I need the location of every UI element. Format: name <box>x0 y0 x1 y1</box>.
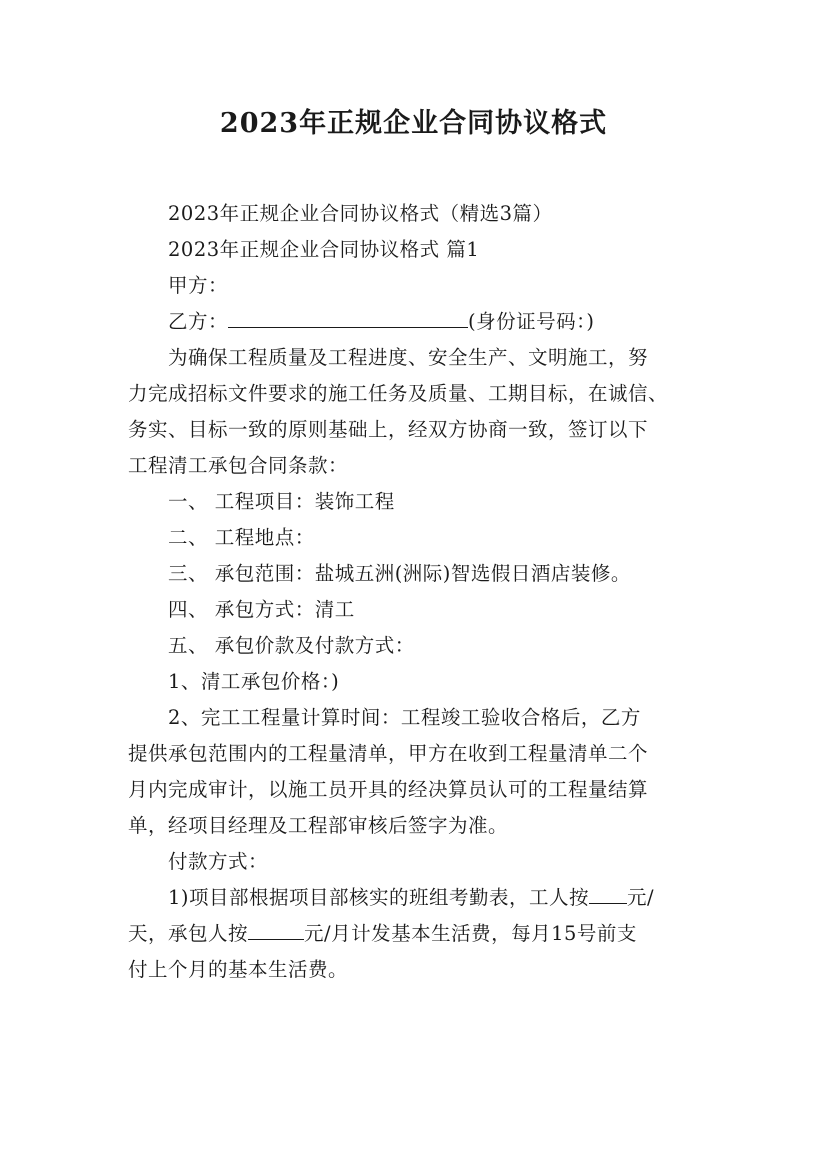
intro-line: 为确保工程质量及工程进度、安全生产、文明施工，努 <box>168 346 649 369</box>
intro-line: 力完成招标文件要求的施工任务及质量、工期目标，在诚信、 <box>128 382 669 405</box>
calc-line: 2、完工工程量计算时间：工程竣工验收合格后，乙方 <box>168 706 641 729</box>
clause-item: 一、 工程项目：装饰工程 <box>168 490 395 513</box>
intro-line: 务实、目标一致的原则基础上，经双方协商一致，签订以下 <box>128 418 649 441</box>
party-b-label: 乙方： <box>168 310 229 333</box>
payment-line1-pre: 1)项目部根据项目部核实的班组考勤表，工人按 <box>168 886 590 909</box>
document-title: 2023年正规企业合同协议格式 <box>219 108 608 139</box>
daily-rate-blank <box>589 881 627 904</box>
document-body <box>128 196 708 988</box>
calc-line: 提供承包范围内的工程量清单，甲方在收到工程量清单二个 <box>128 742 649 765</box>
clause-item: 四、 承包方式：清工 <box>168 598 355 621</box>
payment-line: 付上个月的基本生活费。 <box>128 958 349 981</box>
price-line: 1、清工承包价格：) <box>168 670 340 693</box>
calc-line: 单，经项目经理及工程部审核后签字为准。 <box>128 814 509 837</box>
payment-line <box>128 916 708 952</box>
clause-item: 五、 承包价款及付款方式： <box>168 634 415 657</box>
calc-line: 月内完成审计，以施工员开具的经决算员认可的工程量结算 <box>128 778 649 801</box>
monthly-rate-blank <box>248 917 304 940</box>
party-b-blank <box>228 305 468 328</box>
payment-heading: 付款方式： <box>168 850 269 873</box>
payment-line <box>128 880 708 916</box>
party-b-suffix: (身份证号码：) <box>468 310 595 333</box>
payment-line2-post: 元/月计发基本生活费，每月15号前支 <box>304 922 637 945</box>
payment-line1-post: 元/ <box>627 886 655 909</box>
clause-item: 二、 工程地点： <box>168 526 315 549</box>
intro-line: 工程清工承包合同条款： <box>128 454 349 477</box>
clause-item: 三、 承包范围：盐城五洲(洲际)智选假日酒店装修。 <box>168 562 631 585</box>
section-heading: 2023年正规企业合同协议格式 篇1 <box>168 238 480 261</box>
party-a: 甲方： <box>168 274 229 297</box>
party-b <box>128 304 708 340</box>
payment-line2-pre: 天，承包人按 <box>128 922 249 945</box>
subtitle: 2023年正规企业合同协议格式（精选3篇） <box>168 202 553 225</box>
